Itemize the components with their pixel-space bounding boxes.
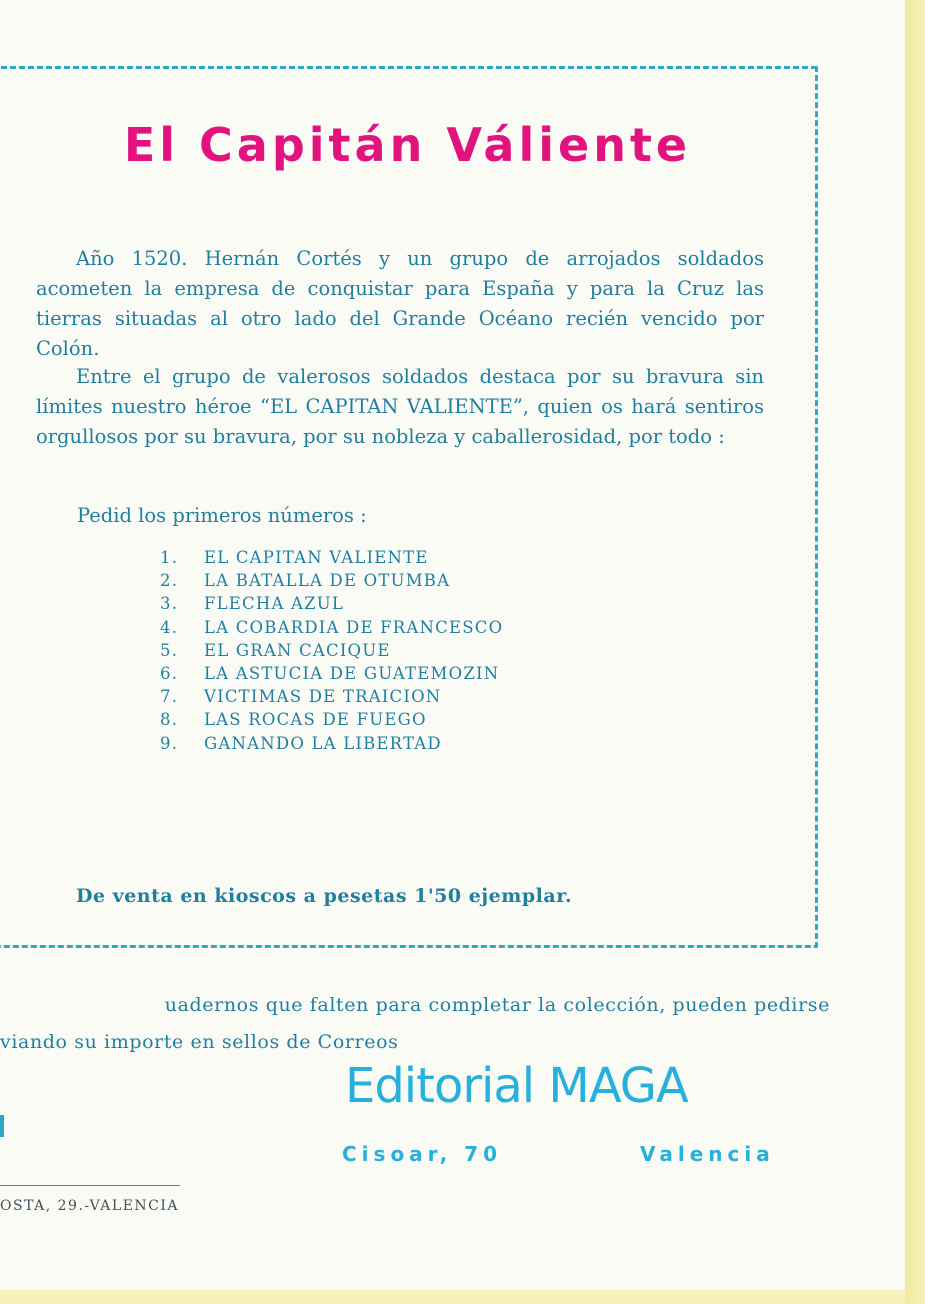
issue-title: EL GRAN CACIQUE [204, 640, 391, 660]
printer-imprint: OSTA, 29.-VALENCIA [0, 1198, 180, 1214]
back-issues-notice-line-1: uadernos que falten para completar la colección, pueden pedirse [164, 994, 830, 1016]
list-item [160, 546, 503, 569]
list-item [160, 662, 503, 685]
publisher-city: Valencia [640, 1142, 775, 1166]
issue-number: 8. [160, 710, 179, 730]
issue-number: 2. [160, 571, 179, 591]
issue-title: LAS ROCAS DE FUEGO [204, 710, 427, 730]
list-item [160, 616, 503, 639]
back-issues-notice-line-2: viando su importe en sellos de Correos [0, 1031, 399, 1053]
issue-title: FLECHA AZUL [204, 594, 345, 614]
list-item [160, 708, 503, 731]
edge-mark [0, 1115, 4, 1137]
issue-list [160, 546, 503, 755]
issue-title: EL CAPITAN VALIENTE [204, 548, 429, 567]
intro-paragraph-1: Año 1520. Hernán Cortés y un grupo de arrojados soldados acometen la empresa de conquistar para España y para la Cruz las tierras situadas al otro lado del Grande Océano recién vencido por Colón. [36, 247, 764, 360]
issue-number: 6. [160, 663, 179, 683]
page-edge [905, 0, 925, 1304]
issue-number: 7. [160, 687, 179, 707]
issue-title: LA COBARDIA DE FRANCESCO [204, 617, 504, 637]
issue-number: 1. [160, 548, 179, 567]
list-item [160, 569, 503, 592]
issue-number: 5. [160, 640, 179, 660]
intro-paragraph-2: Entre el grupo de valerosos soldados destaca por su bravura sin límites nuestro héroe “EL CAPITAN VALIENTE”, quien os hará sentiros orgullosos por su bravura, por su nobleza y caballerosidad, por todo : [36, 365, 764, 448]
list-item [160, 685, 503, 708]
request-label: Pedid los primeros números : [77, 504, 367, 527]
printer-divider [0, 1185, 180, 1186]
list-item [160, 592, 503, 615]
issue-title: LA BATALLA DE OTUMBA [204, 571, 451, 591]
issue-number: 9. [160, 733, 179, 753]
publisher-address: Cisoar, 70 [342, 1142, 502, 1166]
issue-number: 3. [160, 594, 179, 614]
sale-price-line: De venta en kioscos a pesetas 1'50 ejemplar. [76, 885, 573, 907]
list-item [160, 732, 503, 755]
publisher-stamp: Editorial MAGA [345, 1058, 688, 1114]
series-title: El Capitán Váliente [123, 118, 692, 172]
issue-number: 4. [160, 617, 179, 637]
issue-title: LA ASTUCIA DE GUATEMOZIN [204, 663, 500, 683]
list-item [160, 639, 503, 662]
issue-title: VICTIMAS DE TRAICION [204, 687, 442, 707]
issue-title: GANANDO LA LIBERTAD [204, 733, 442, 753]
